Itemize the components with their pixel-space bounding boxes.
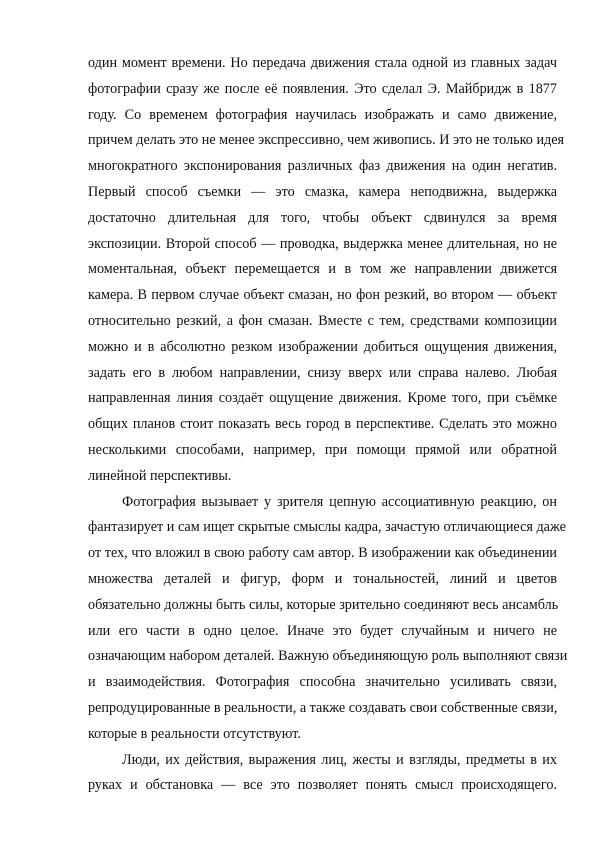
text-line: направленная линия создаёт ощущение движения. Кроме того, при съёмке xyxy=(88,390,557,407)
text-line: обязательно должны быть силы, которые зрительно соединяют весь ансамбль xyxy=(88,596,559,613)
text-line: достаточно длительная для того, чтобы объект сдвинулся за время xyxy=(88,209,557,226)
text-line: фантазирует и сам ищет скрытые смыслы кадра, зачастую отличающиеся даже xyxy=(88,519,566,536)
paragraph-first-line: Фотография вызывает у зрителя цепную ассоциативную реакцию, он xyxy=(122,493,557,510)
text-line: от тех, что вложил в свою работу сам автор. В изображении как объединении xyxy=(88,545,557,562)
text-line: году. Со временем фотография научилась изображать и само движение, xyxy=(88,106,557,123)
paragraph-first-line: Люди, их действия, выражения лиц, жесты и взгляды, предметы в их xyxy=(122,751,557,768)
text-line: которые в реальности отсутствуют. xyxy=(88,725,301,742)
text-line: относительно резкий, а фон смазан. Вместе с тем, средствами композиции xyxy=(88,312,557,329)
text-line: несколькими способами, например, при помощи прямой или обратной xyxy=(88,441,557,458)
text-line: Первый способ съемки — это смазка, камера неподвижна, выдержка xyxy=(88,183,557,200)
body-text xyxy=(88,51,568,799)
text-line: причем делать это не менее экспрессивно, чем живопись. И это не только идея xyxy=(88,132,565,149)
text-line: или его части в одно целое. Иначе это будет случайным и ничего не xyxy=(88,622,557,639)
text-line: руках и обстановка — все это позволяет понять смысл происходящего. xyxy=(88,777,557,794)
text-line: общих планов стоит показать весь город в перспективе. Сделать это можно xyxy=(88,416,557,433)
text-line: камера. В первом случае объект смазан, но фон резкий, во втором — объект xyxy=(88,287,557,304)
text-line: и взаимодействия. Фотография способна значительно усиливать связи, xyxy=(88,674,557,691)
text-line: многократного экспонирования различных фаз движения на один негатив. xyxy=(88,158,557,175)
text-line: экспозиции. Второй способ — проводка, выдержка менее длительная, но не xyxy=(88,235,557,252)
text-line: репродуцированные в реальности, а также создавать свои собственные связи, xyxy=(88,699,558,716)
text-line: множества деталей и фигур, форм и тональностей, линий и цветов xyxy=(88,570,557,587)
text-line: линейной перспективы. xyxy=(88,467,232,484)
text-line: фотографии сразу же после её появления. Это сделал Э. Майбридж в 1877 xyxy=(88,80,557,97)
text-line: один момент времени. Но передача движения стала одной из главных задач xyxy=(88,55,557,71)
text-line: можно и в абсолютно резком изображении добиться ощущения движения, xyxy=(88,338,557,355)
text-line: моментальная, объект перемещается и в том же направлении движется xyxy=(88,261,557,278)
text-line: задать его в любом направлении, снизу вверх или справа налево. Любая xyxy=(88,364,557,381)
text-line: означающим набором деталей. Важную объединяющую роль выполняют связи xyxy=(88,648,568,665)
